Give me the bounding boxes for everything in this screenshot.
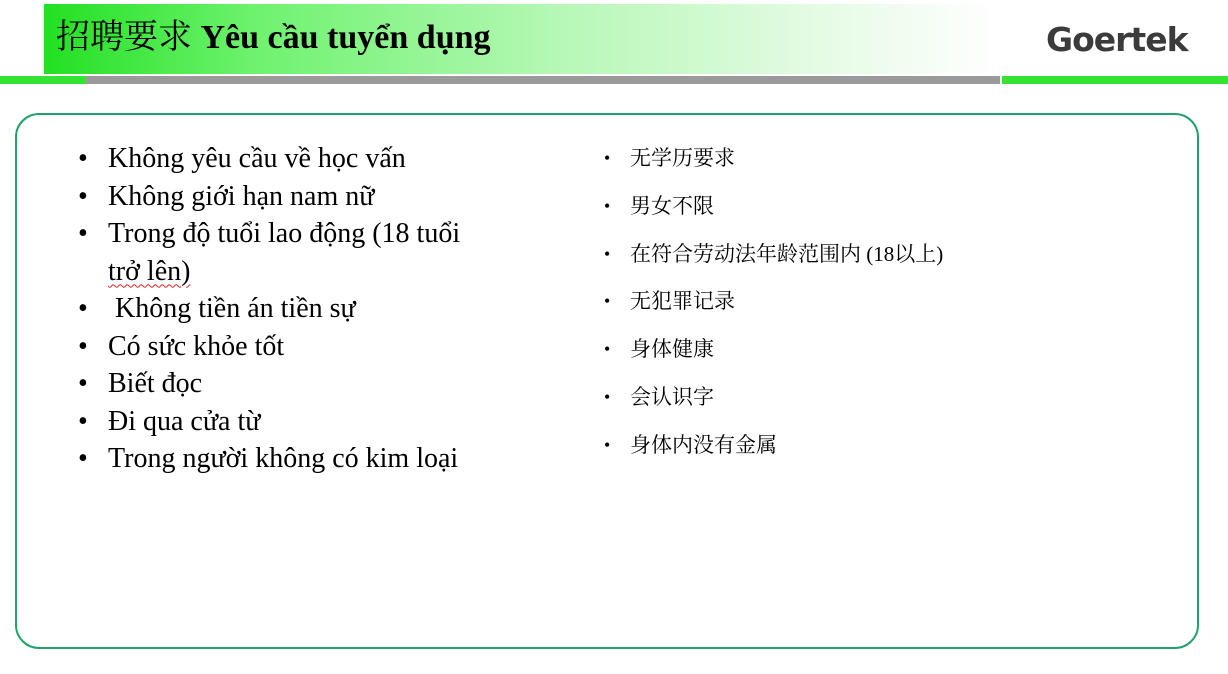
header-rule-left [0,76,86,84]
list-item: • Không tiền án tiền sự [78,290,518,328]
list-item: • Trong độ tuổi lao động (18 tuổi trở lên) [78,215,518,290]
list-item: • Đi qua cửa từ [78,403,518,441]
title-vietnamese: Yêu cầu tuyển dụng [200,19,491,56]
list-item: • Không yêu cầu về học vấn [78,140,518,178]
header-rule-right [1002,76,1228,84]
list-item: • 无犯罪记录 [604,285,1024,317]
requirements-list-chinese [604,142,1024,477]
header-rule-middle [86,76,1000,84]
list-item: • Biết đọc [78,365,518,403]
list-item: • Có sức khỏe tốt [78,328,518,366]
title-chinese: 招聘要求 [56,19,192,56]
list-item: • 身体内没有金属 [604,429,1024,461]
spellcheck-text: trở lên) [108,255,191,287]
list-item: • 身体健康 [604,333,1024,365]
list-item: • Trong người không có kim loại [78,440,518,478]
list-item: • 在符合劳动法年龄范围内 (18以上) [604,238,1024,270]
requirements-list-vietnamese [78,140,518,478]
list-item: • Không giới hạn nam nữ [78,178,518,216]
goertek-logo: Goertek [1046,20,1188,59]
title-bar [44,4,1000,74]
list-item: • 会认识字 [604,381,1024,413]
list-item: • 男女不限 [604,190,1024,222]
page-title [56,16,491,60]
list-item: • 无学历要求 [604,142,1024,174]
